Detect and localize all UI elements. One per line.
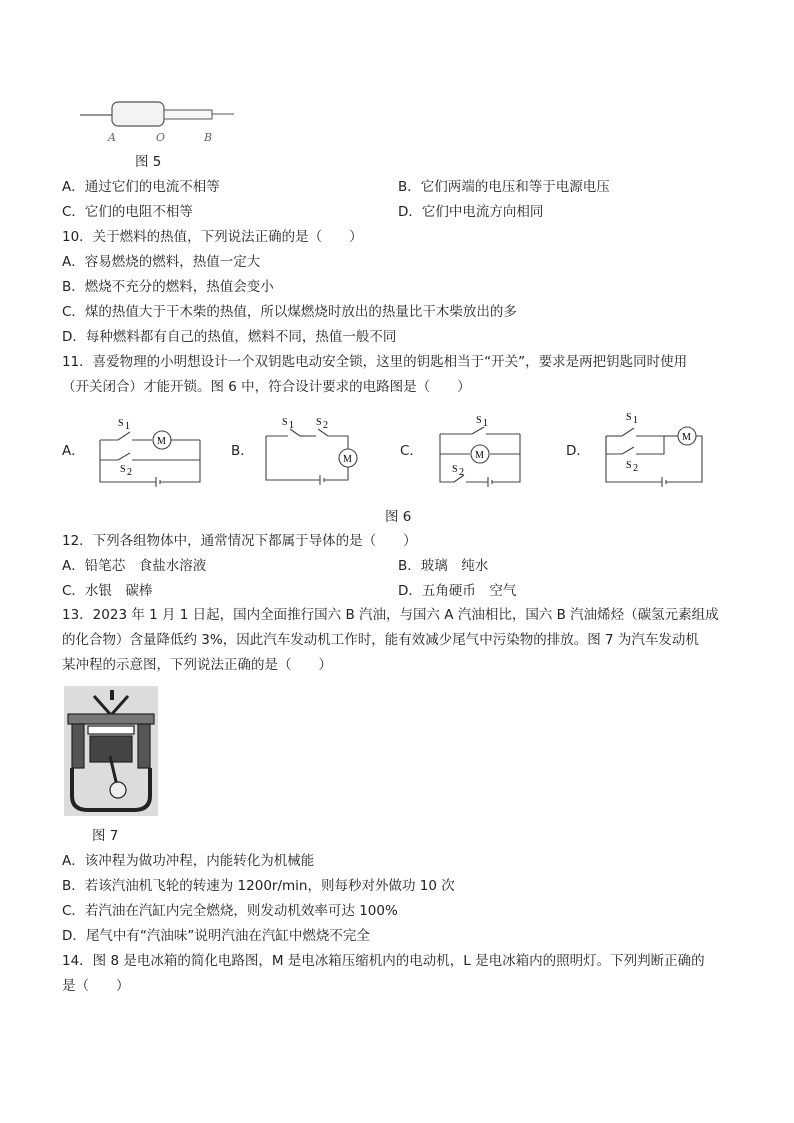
q9-option-d: D．它们中电流方向相同 (398, 204, 544, 220)
q11-stem-line2: （开关闭合）才能开锁。图 6 中，符合设计要求的电路图是（ ） (62, 379, 471, 395)
circuit-d-motor-label: M (682, 432, 691, 443)
fig7-caption: 图 7 (92, 828, 119, 844)
circuit-d-s1: S (626, 412, 632, 423)
circuit-b-motor-label: M (343, 454, 352, 465)
q10-option-c: C．煤的热值大于干木柴的热值，所以煤燃烧时放出的热量比干木柴放出的多 (62, 304, 517, 320)
circuit-b-s2-sub: 2 (323, 420, 328, 431)
circuit-c (432, 410, 532, 490)
circuit-a-s1-sub: 1 (125, 421, 130, 432)
q12-option-c: C．水银 碳棒 (62, 583, 153, 599)
circuit-a-motor-label: M (157, 436, 166, 447)
fig6-caption: 图 6 (385, 509, 412, 525)
q13-stem-line2: 的化合物）含量降低约 3%，因此汽车发动机工作时，能有效减少尾气中污染物的排放。图 7 为汽车发动机 (62, 632, 699, 648)
circuit-a-s2-sub: 2 (127, 467, 132, 478)
fig5-caption: 图 5 (135, 154, 162, 170)
circuit-c-s1-sub: 1 (483, 418, 488, 429)
circuit-a-s2: S (120, 464, 126, 475)
q12-stem: 12．下列各组物体中，通常情况下都属于导体的是（ ） (62, 533, 417, 549)
circuit-d (600, 406, 710, 490)
q13-option-c: C．若汽油在汽缸内完全燃烧，则发动机效率可达 100% (62, 903, 398, 919)
circuit-b-s1-sub: 1 (289, 420, 294, 431)
q13-option-a: A．该冲程为做功冲程，内能转化为机械能 (62, 853, 315, 869)
circuit-b (260, 412, 360, 490)
q14-stem-line2: 是（ ） (62, 978, 130, 994)
circuit-c-s2: S (452, 464, 458, 475)
q13-stem-line1: 13．2023 年 1 月 1 日起，国内全面推行国六 B 汽油，与国六 A 汽油相比，国六 B 汽油烯烃（碳氢元素组成 (62, 607, 719, 623)
q11-option-b-letter: B． (231, 443, 254, 459)
q9-option-b: B．它们两端的电压和等于电源电压 (398, 179, 610, 195)
q11-stem-line1: 11．喜爱物理的小明想设计一个双钥匙电动安全锁，这里的钥匙相当于“开关”，要求是两把钥匙同时使用 (62, 354, 688, 370)
q11-option-a-letter: A． (62, 443, 85, 459)
q12-option-a: A．铅笔芯 食盐水溶液 (62, 558, 207, 574)
q11-option-c-letter: C． (400, 443, 423, 459)
circuit-d-s2-sub: 2 (633, 463, 638, 474)
circuit-b-s1: S (282, 417, 288, 428)
q13-option-d: D．尾气中有“汽油味”说明汽油在汽缸中燃烧不完全 (62, 928, 370, 944)
fig5-label-b: B (204, 131, 213, 144)
circuit-c-s1: S (476, 415, 482, 426)
q10-stem: 10．关于燃料的热值，下列说法正确的是（ ） (62, 229, 363, 245)
circuit-c-s2-sub: 2 (459, 467, 464, 478)
q13-stem-line3: 某冲程的示意图，下列说法正确的是（ ） (62, 657, 332, 673)
circuit-a-s1: S (118, 418, 124, 429)
q10-option-b: B．燃烧不充分的燃料，热值会变小 (62, 279, 274, 295)
circuit-a (96, 410, 206, 490)
circuit-d-s2: S (626, 460, 632, 471)
q12-option-d: D．五角硬币 空气 (398, 583, 517, 599)
q10-option-a: A．容易燃烧的燃料，热值一定大 (62, 254, 261, 270)
q9-option-a: A．通过它们的电流不相等 (62, 179, 220, 195)
q14-stem-line1: 14．图 8 是电冰箱的简化电路图，M 是电冰箱压缩机内的电动机，L 是电冰箱内的照明灯。下列判断正确的 (62, 953, 705, 969)
circuit-d-s1-sub: 1 (633, 415, 638, 426)
q11-option-d-letter: D． (566, 443, 590, 459)
q13-option-b: B．若该汽油机飞轮的转速为 1200r/min，则每秒对外做功 10 次 (62, 878, 455, 894)
fig5-label-a: A (108, 131, 116, 144)
q9-option-c: C．它们的电阻不相等 (62, 204, 193, 220)
q10-option-d: D．每种燃料都有自己的热值，燃料不同，热值一般不同 (62, 329, 397, 345)
q12-option-b: B．玻璃 纯水 (398, 558, 489, 574)
circuit-c-motor-label: M (475, 450, 484, 461)
circuit-b-s2: S (316, 417, 322, 428)
fig5-label-o: O (156, 131, 166, 144)
figure-7-engine (64, 686, 158, 816)
figure-5-conductors (78, 96, 238, 148)
